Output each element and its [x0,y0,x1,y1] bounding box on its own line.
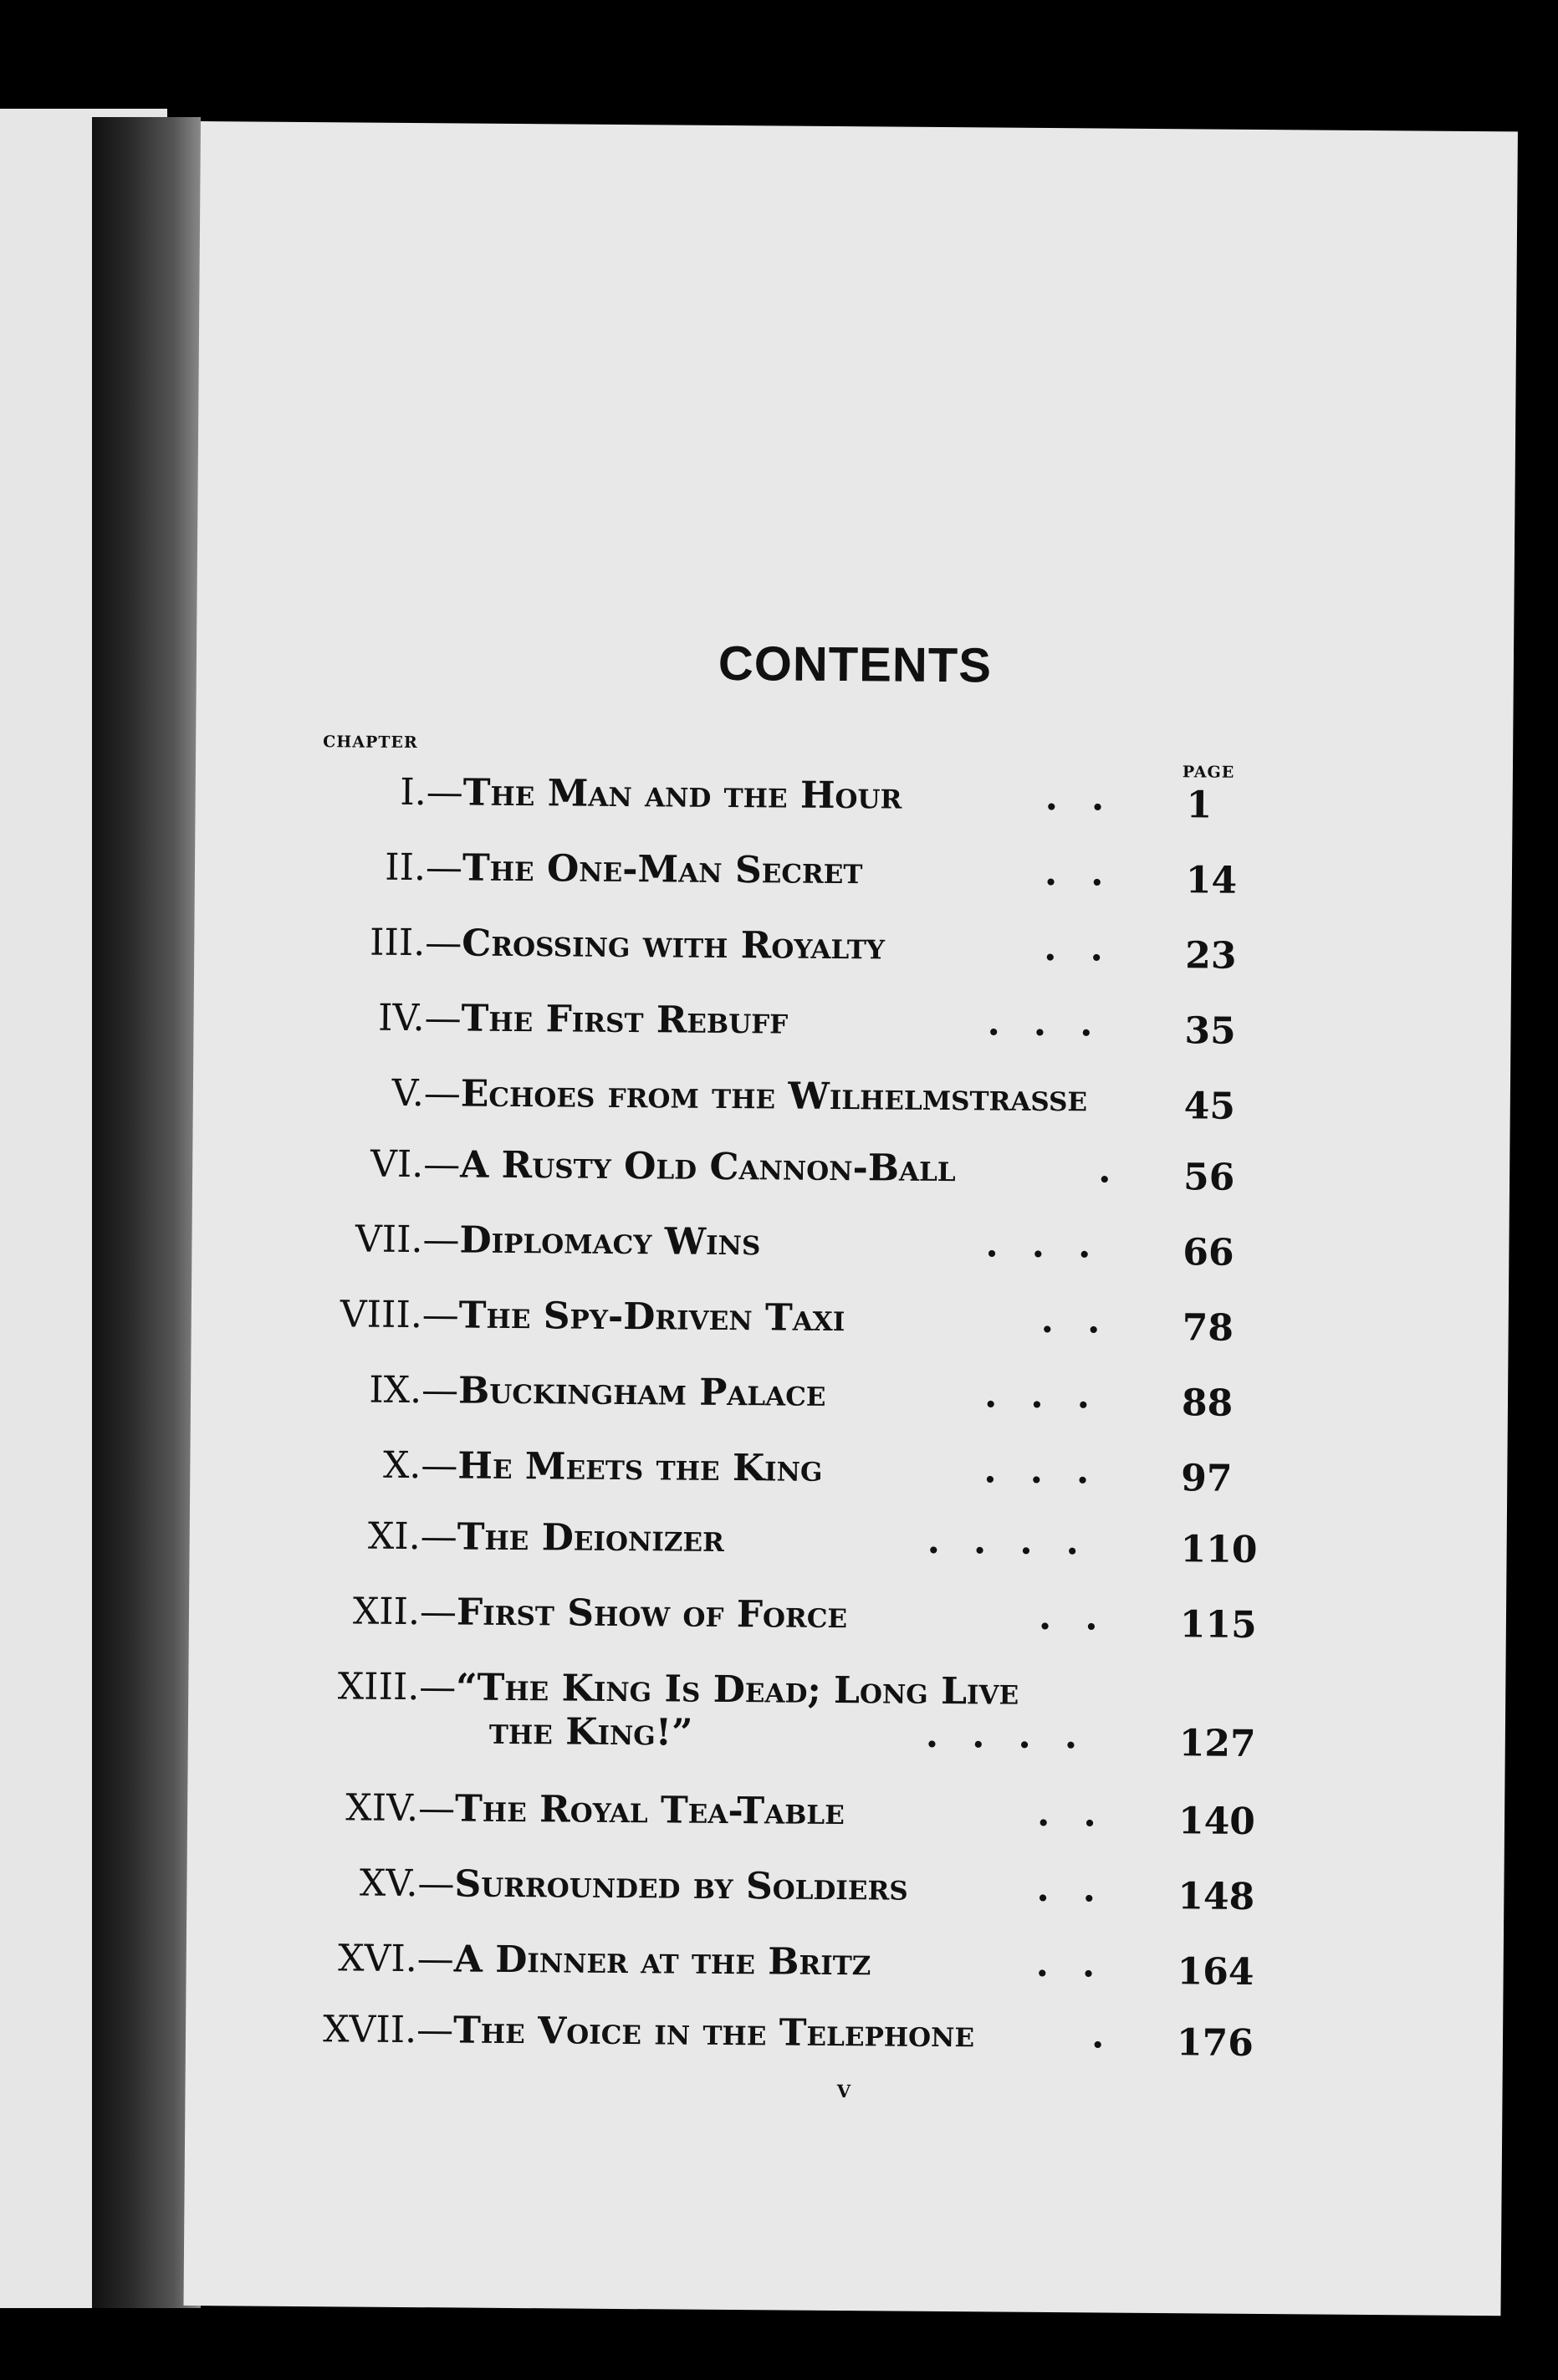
chapter-title: “The King Is Dead; Long Live [456,1666,1019,1713]
chapter-number: XIII.— [337,1665,457,1709]
leader-dots: .. [1038,1595,1131,1639]
leader-dots: .. [1044,850,1137,895]
leader-dots: . [1097,1148,1145,1192]
leader-dots: .... [925,1713,1111,1758]
chapter-title: The Royal Tea-Table [454,1787,845,1834]
chapter-title: The Deionizer [457,1515,725,1560]
chapter-number: XV.— [359,1862,455,1906]
chapter-number: VI.— [370,1142,461,1187]
chapter-number: I.— [400,770,463,815]
toc-entry [186,1936,1503,1996]
leader-dots: . [1091,2014,1138,2057]
page-number: 97 [1181,1457,1233,1500]
page-number: 164 [1177,1950,1254,1994]
page-folio: v [836,2075,851,2105]
leader-dots: .. [1044,926,1137,970]
page-number: 35 [1184,1009,1236,1053]
chapter-number: IV.— [377,996,462,1040]
page-number: 78 [1182,1306,1234,1350]
page-number: 115 [1179,1603,1257,1647]
page-number: 110 [1180,1528,1258,1571]
chapter-title: Buckingham Palace [457,1369,826,1415]
contents-page [183,121,1517,2316]
toc-entry [194,920,1511,980]
toc-entry [193,1070,1510,1131]
leader-dots: .. [1036,1867,1130,1911]
book-spine [92,117,201,2308]
page-number: 66 [1183,1231,1234,1274]
leader-dots: .... [927,1519,1113,1564]
chapter-title: First Show of Force [456,1591,848,1637]
chapter-title: He Meets the King [457,1444,823,1490]
chapter-number: IX.— [369,1368,459,1412]
page-number: 23 [1184,934,1237,978]
toc-entry [189,1514,1506,1574]
toc-entry [192,1141,1509,1202]
contents-heading: CONTENTS [718,636,993,693]
chapter-title: The One-Man Secret [462,846,863,893]
toc-entry [188,1664,1505,1765]
chapter-title: Echoes from the Wilhelmstrasse [460,1072,1088,1121]
chapter-number: III.— [369,921,462,965]
page-number: 56 [1183,1156,1235,1199]
page-number: 45 [1183,1085,1236,1128]
leader-dots: ... [983,1448,1123,1493]
toc-entry [192,1217,1509,1277]
toc-entry [187,1785,1504,1846]
toc-entry [192,1292,1509,1352]
chapter-number: XII.— [352,1590,457,1634]
chapter-number: XIV.— [345,1786,456,1831]
chapter-number: VIII.— [340,1293,459,1337]
chapter-title: Surrounded by Soldiers [454,1862,908,1909]
page-number: 176 [1176,2021,1254,2065]
chapter-number: XI.— [367,1514,457,1559]
chapter-number: VII.— [355,1218,460,1262]
leader-dots: ... [983,1373,1124,1417]
page-number: 140 [1177,1800,1256,1843]
toc-entry [190,1443,1507,1503]
leader-dots: ... [985,1223,1125,1267]
page-number: 14 [1185,859,1238,902]
leader-dots: .. [1035,1942,1129,1986]
chapter-number: II.— [385,845,463,890]
toc-entry [189,1589,1506,1649]
chapter-number: XVII.— [323,2008,454,2052]
page-number: 127 [1178,1722,1256,1765]
chapter-title: A Dinner at the Britz [453,1938,871,1984]
chapter-title: The Spy-Driven Taxi [458,1294,845,1341]
leader-dots: ... [987,1001,1126,1045]
chapter-number: X.— [382,1443,458,1488]
page-number: 1 [1186,784,1213,827]
leader-dots: .. [1036,1791,1130,1836]
page-column-label: PAGE [1182,763,1235,782]
toc-entry [186,2007,1503,2067]
page-number: 88 [1181,1382,1234,1425]
toc-entry [186,1861,1504,1921]
toc-entry [195,769,1512,830]
toc-entry [193,995,1510,1055]
toc-entry [191,1367,1508,1427]
chapter-title-continued: the King!” [488,1709,693,1754]
chapter-title: Diplomacy Wins [459,1218,761,1264]
chapter-number: V.— [391,1071,462,1116]
leader-dots: .. [1040,1298,1134,1342]
chapter-title: The Voice in the Telephone [452,2009,975,2056]
toc-entry [195,845,1512,905]
chapter-title: A Rusty Old Cannon-Ball [460,1143,956,1191]
page-number: 148 [1177,1875,1255,1918]
chapter-title: The First Rebuff [461,997,789,1043]
chapter-title: Crossing with Royalty [462,922,886,968]
chapter-column-label: CHAPTER [323,733,418,753]
chapter-title: The Man and the Hour [462,771,902,818]
leader-dots: .. [1045,775,1138,820]
chapter-number: XVI.— [338,1937,454,1981]
